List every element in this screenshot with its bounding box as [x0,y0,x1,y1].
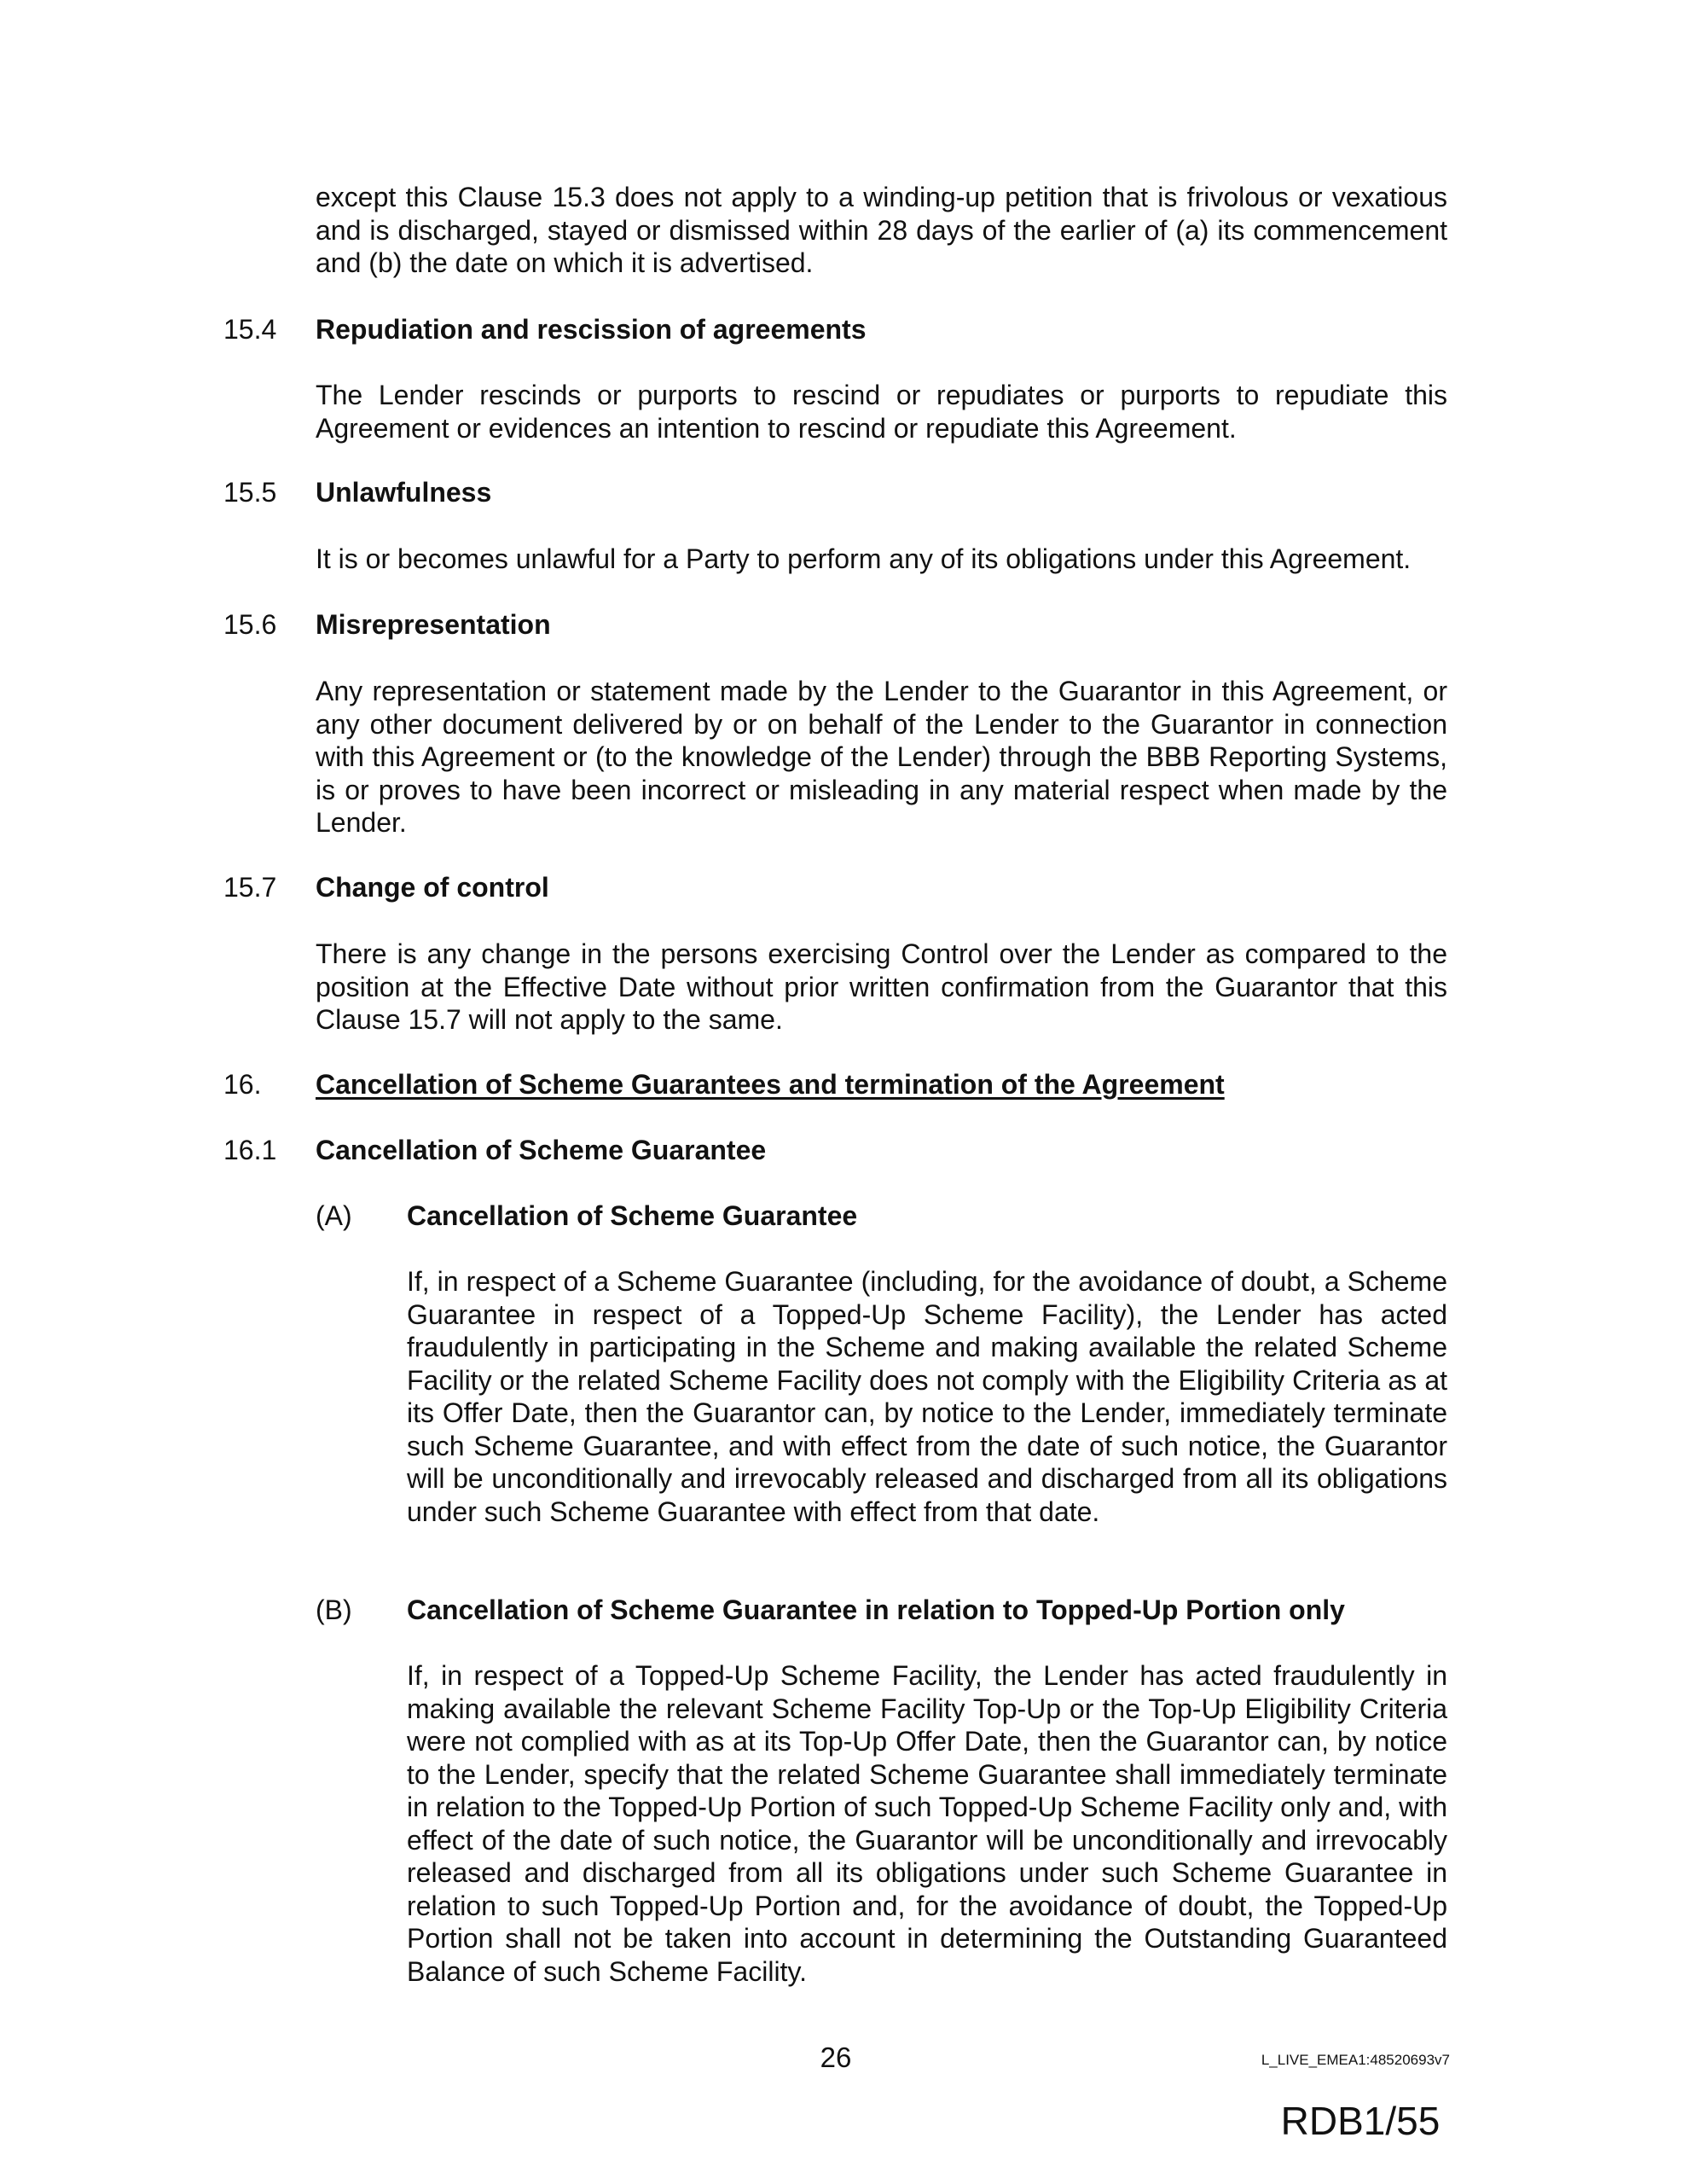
document-reference: L_LIVE_EMEA1:48520693v7 [1261,2052,1450,2068]
clause-heading-15-7: Change of control [316,872,549,903]
clause-number-15-7: 15.7 [223,872,277,903]
clause-number-15-6: 15.6 [223,609,277,640]
clause-text-15-7: There is any change in the persons exercising Control over the Lender as compared to the position at the Effective Date without prior written confirmation from the Guarantor that this Clause 15.7 will not apply to the same. [316,938,1447,1035]
paragraph-heading-b: Cancellation of Scheme Guarantee in relation to Topped-Up Portion only [407,1594,1345,1625]
section-number-16: 16. [223,1069,262,1100]
bundle-stamp: RDB1/55 [1280,2099,1441,2143]
paragraph-text-a: If, in respect of a Scheme Guarantee (including, for the avoidance of doubt, a Scheme Guarantee in respect of a Topped-Up Scheme Facility), the Lender has acted fraudulently in participating in the Scheme and making available the related Scheme Facility or the related Scheme Facility does not comply with the Eligibility Criteria as at its Offer Date, then the Guarantor can, by notice to the Lender, immediately terminate such Scheme Guarantee, and with effect from the date of such notice, the Guarantor will be unconditionally and irrevocably released and discharged from all its obligations under such Scheme Guarantee with effect from that date. [407,1266,1447,1527]
intro-paragraph: except this Clause 15.3 does not apply to a winding-up petition that is frivolous or vexatious and is discharged, stayed or dismissed within 28 days of the earlier of (a) its commencement and (b) the date on which it is advertised. [316,182,1447,278]
clause-heading-15-6: Misrepresentation [316,609,551,640]
subsection-heading-16-1: Cancellation of Scheme Guarantee [316,1135,767,1165]
clause-number-15-5: 15.5 [223,477,277,508]
paragraph-text-b: If, in respect of a Topped-Up Scheme Facility, the Lender has acted fraudulently in making available the relevant Scheme Facility Top-Up or the Top-Up Eligibility Criteria were not complied with as at its Top-Up Offer Date, then the Guarantor can, by notice to the Lender, specify that the related Scheme Guarantee shall immediately terminate in relation to the Topped-Up Portion of such Topped-Up Scheme Facility only and, with effect of the date of such notice, the Guarantor will be unconditionally and irrevocably released and discharged from all its obligations under such Scheme Guarantee in relation to such Topped-Up Portion and, for the avoidance of doubt, the Topped-Up Portion shall not be taken into account in determining the Outstanding Guaranteed Balance of such Scheme Facility. [407,1660,1447,1987]
clause-text-15-5: It is or becomes unlawful for a Party to perform any of its obligations under this Agreement. [316,543,1412,574]
section-title-16: Cancellation of Scheme Guarantees and termination of the Agreement [316,1069,1225,1100]
clause-text-15-4: The Lender rescinds or purports to rescind or repudiates or purports to repudiate this Agreement or evidences an intention to rescind or repudiate this Agreement. [316,380,1447,444]
page-number: 26 [820,2042,852,2073]
clause-heading-15-4: Repudiation and rescission of agreements [316,314,867,345]
subsection-number-16-1: 16.1 [223,1135,277,1165]
clause-number-15-4: 15.4 [223,314,277,345]
clause-heading-15-5: Unlawfulness [316,477,492,508]
paragraph-label-b: (B) [316,1594,352,1625]
paragraph-heading-a: Cancellation of Scheme Guarantee [407,1200,858,1231]
clause-text-15-6: Any representation or statement made by the Lender to the Guarantor in this Agreement, or any other document delivered by or on behalf of the Lender to the Guarantor in connection with this Agreement or (to the knowledge of the Lender) through the BBB Reporting Systems, is or proves to have been incorrect or misleading in any material respect when made by the Lender. [316,676,1447,838]
paragraph-label-a: (A) [316,1200,352,1231]
